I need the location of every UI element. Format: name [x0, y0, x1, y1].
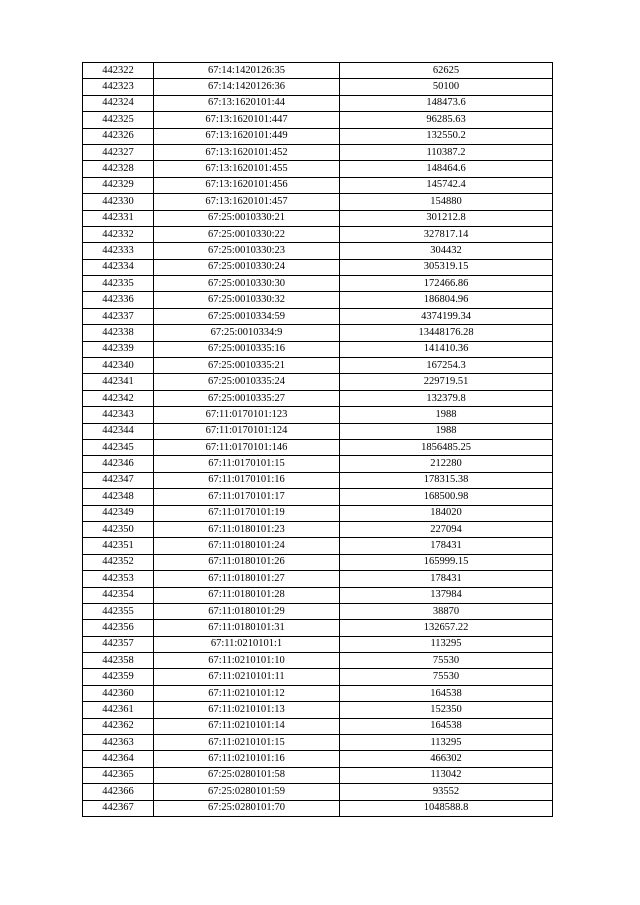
row-number-cell: 442332 — [83, 226, 154, 242]
value-cell: 113295 — [340, 636, 553, 652]
row-number-cell: 442324 — [83, 95, 154, 111]
value-cell: 212280 — [340, 456, 553, 472]
table-row — [83, 194, 553, 210]
table-row — [83, 243, 553, 259]
row-number-cell: 442354 — [83, 587, 154, 603]
value-cell: 113042 — [340, 767, 553, 783]
value-cell: 305319.15 — [340, 259, 553, 275]
cadastral-number-cell: 67:25:0280101:70 — [154, 800, 340, 816]
row-number-cell: 442325 — [83, 112, 154, 128]
row-number-cell: 442341 — [83, 374, 154, 390]
cadastral-number-cell: 67:25:0010335:16 — [154, 341, 340, 357]
row-number-cell: 442353 — [83, 571, 154, 587]
value-cell: 184020 — [340, 505, 553, 521]
value-cell: 1988 — [340, 423, 553, 439]
table-row — [83, 292, 553, 308]
row-number-cell: 442344 — [83, 423, 154, 439]
table-row — [83, 144, 553, 160]
table-row — [83, 439, 553, 455]
table-row — [83, 374, 553, 390]
value-cell: 141410.36 — [340, 341, 553, 357]
table-row — [83, 325, 553, 341]
table-row — [83, 653, 553, 669]
row-number-cell: 442330 — [83, 194, 154, 210]
row-number-cell: 442352 — [83, 554, 154, 570]
cadastral-number-cell: 67:11:0180101:24 — [154, 538, 340, 554]
row-number-cell: 442327 — [83, 144, 154, 160]
value-cell: 132657.22 — [340, 620, 553, 636]
table-row — [83, 390, 553, 406]
row-number-cell: 442349 — [83, 505, 154, 521]
cadastral-number-cell: 67:11:0170101:16 — [154, 472, 340, 488]
row-number-cell: 442365 — [83, 767, 154, 783]
row-number-cell: 442335 — [83, 276, 154, 292]
value-cell: 132550.2 — [340, 128, 553, 144]
cadastral-number-cell: 67:25:0280101:59 — [154, 784, 340, 800]
value-cell: 164538 — [340, 685, 553, 701]
table-row — [83, 472, 553, 488]
table-row — [83, 521, 553, 537]
table-row — [83, 718, 553, 734]
table-row — [83, 735, 553, 751]
value-cell: 178431 — [340, 571, 553, 587]
table-row — [83, 685, 553, 701]
cadastral-number-cell: 67:11:0210101:10 — [154, 653, 340, 669]
table-row — [83, 210, 553, 226]
cadastral-number-cell: 67:11:0180101:23 — [154, 521, 340, 537]
cadastral-number-cell: 67:13:1620101:449 — [154, 128, 340, 144]
row-number-cell: 442346 — [83, 456, 154, 472]
cadastral-number-cell: 67:11:0180101:26 — [154, 554, 340, 570]
table-row — [83, 571, 553, 587]
table-row — [83, 63, 553, 79]
table-row — [83, 587, 553, 603]
value-cell: 50100 — [340, 79, 553, 95]
cadastral-number-cell: 67:11:0170101:146 — [154, 439, 340, 455]
row-number-cell: 442337 — [83, 308, 154, 324]
cadastral-number-cell: 67:11:0210101:12 — [154, 685, 340, 701]
value-cell: 110387.2 — [340, 144, 553, 160]
value-cell: 96285.63 — [340, 112, 553, 128]
value-cell: 172466.86 — [340, 276, 553, 292]
cadastral-number-cell: 67:11:0210101:11 — [154, 669, 340, 685]
cadastral-number-cell: 67:25:0010335:24 — [154, 374, 340, 390]
cadastral-number-cell: 67:13:1620101:452 — [154, 144, 340, 160]
value-cell: 154880 — [340, 194, 553, 210]
row-number-cell: 442328 — [83, 161, 154, 177]
row-number-cell: 442343 — [83, 407, 154, 423]
cadastral-number-cell: 67:25:0010335:21 — [154, 358, 340, 374]
cadastral-number-cell: 67:11:0170101:124 — [154, 423, 340, 439]
value-cell: 167254.3 — [340, 358, 553, 374]
value-cell: 38870 — [340, 603, 553, 619]
table-row — [83, 702, 553, 718]
table-row — [83, 128, 553, 144]
row-number-cell: 442364 — [83, 751, 154, 767]
value-cell: 165999.15 — [340, 554, 553, 570]
cadastral-number-cell: 67:11:0170101:15 — [154, 456, 340, 472]
cadastral-number-cell: 67:25:0010334:9 — [154, 325, 340, 341]
row-number-cell: 442336 — [83, 292, 154, 308]
value-cell: 113295 — [340, 735, 553, 751]
row-number-cell: 442342 — [83, 390, 154, 406]
value-cell: 93552 — [340, 784, 553, 800]
value-cell: 145742.4 — [340, 177, 553, 193]
row-number-cell: 442329 — [83, 177, 154, 193]
value-cell: 132379.8 — [340, 390, 553, 406]
value-cell: 13448176.28 — [340, 325, 553, 341]
row-number-cell: 442366 — [83, 784, 154, 800]
data-table — [82, 62, 553, 817]
table-row — [83, 554, 553, 570]
value-cell: 62625 — [340, 63, 553, 79]
table-row — [83, 800, 553, 816]
table-body — [83, 63, 553, 817]
cadastral-number-cell: 67:25:0010330:30 — [154, 276, 340, 292]
row-number-cell: 442348 — [83, 489, 154, 505]
table-row — [83, 751, 553, 767]
row-number-cell: 442334 — [83, 259, 154, 275]
table-row — [83, 669, 553, 685]
row-number-cell: 442350 — [83, 521, 154, 537]
row-number-cell: 442367 — [83, 800, 154, 816]
row-number-cell: 442360 — [83, 685, 154, 701]
row-number-cell: 442363 — [83, 735, 154, 751]
cadastral-number-cell: 67:11:0180101:28 — [154, 587, 340, 603]
cadastral-number-cell: 67:25:0010335:27 — [154, 390, 340, 406]
cadastral-number-cell: 67:11:0180101:29 — [154, 603, 340, 619]
cadastral-number-cell: 67:11:0210101:15 — [154, 735, 340, 751]
value-cell: 327817.14 — [340, 226, 553, 242]
cadastral-number-cell: 67:13:1620101:456 — [154, 177, 340, 193]
table-row — [83, 308, 553, 324]
cadastral-number-cell: 67:11:0180101:27 — [154, 571, 340, 587]
row-number-cell: 442340 — [83, 358, 154, 374]
value-cell: 466302 — [340, 751, 553, 767]
cadastral-number-cell: 67:13:1620101:455 — [154, 161, 340, 177]
row-number-cell: 442323 — [83, 79, 154, 95]
row-number-cell: 442361 — [83, 702, 154, 718]
row-number-cell: 442362 — [83, 718, 154, 734]
value-cell: 178431 — [340, 538, 553, 554]
table-row — [83, 112, 553, 128]
cadastral-number-cell: 67:13:1620101:447 — [154, 112, 340, 128]
cadastral-number-cell: 67:25:0010330:21 — [154, 210, 340, 226]
table-row — [83, 226, 553, 242]
value-cell: 152350 — [340, 702, 553, 718]
cadastral-number-cell: 67:25:0010334:59 — [154, 308, 340, 324]
table-row — [83, 603, 553, 619]
cadastral-number-cell: 67:11:0180101:31 — [154, 620, 340, 636]
value-cell: 229719.51 — [340, 374, 553, 390]
table-row — [83, 538, 553, 554]
table-row — [83, 177, 553, 193]
cadastral-number-cell: 67:13:1620101:44 — [154, 95, 340, 111]
row-number-cell: 442331 — [83, 210, 154, 226]
table-row — [83, 620, 553, 636]
cadastral-number-cell: 67:11:0210101:16 — [154, 751, 340, 767]
value-cell: 1048588.8 — [340, 800, 553, 816]
table-row — [83, 456, 553, 472]
row-number-cell: 442338 — [83, 325, 154, 341]
value-cell: 164538 — [340, 718, 553, 734]
value-cell: 178315.38 — [340, 472, 553, 488]
table-row — [83, 259, 553, 275]
cadastral-number-cell: 67:25:0010330:24 — [154, 259, 340, 275]
row-number-cell: 442358 — [83, 653, 154, 669]
table-row — [83, 505, 553, 521]
cadastral-number-cell: 67:11:0210101:13 — [154, 702, 340, 718]
value-cell: 186804.96 — [340, 292, 553, 308]
value-cell: 304432 — [340, 243, 553, 259]
table-row — [83, 95, 553, 111]
cadastral-number-cell: 67:25:0280101:58 — [154, 767, 340, 783]
row-number-cell: 442326 — [83, 128, 154, 144]
row-number-cell: 442347 — [83, 472, 154, 488]
row-number-cell: 442359 — [83, 669, 154, 685]
row-number-cell: 442355 — [83, 603, 154, 619]
value-cell: 1988 — [340, 407, 553, 423]
table-row — [83, 161, 553, 177]
table-row — [83, 636, 553, 652]
cadastral-number-cell: 67:14:1420126:36 — [154, 79, 340, 95]
value-cell: 148473.6 — [340, 95, 553, 111]
table-row — [83, 341, 553, 357]
table-row — [83, 276, 553, 292]
row-number-cell: 442357 — [83, 636, 154, 652]
table-row — [83, 407, 553, 423]
table-row — [83, 358, 553, 374]
cadastral-number-cell: 67:11:0170101:19 — [154, 505, 340, 521]
value-cell: 137984 — [340, 587, 553, 603]
value-cell: 168500.98 — [340, 489, 553, 505]
table-row — [83, 784, 553, 800]
value-cell: 4374199.34 — [340, 308, 553, 324]
cadastral-number-cell: 67:25:0010330:32 — [154, 292, 340, 308]
row-number-cell: 442322 — [83, 63, 154, 79]
cadastral-number-cell: 67:25:0010330:22 — [154, 226, 340, 242]
cadastral-number-cell: 67:11:0210101:14 — [154, 718, 340, 734]
value-cell: 301212.8 — [340, 210, 553, 226]
row-number-cell: 442345 — [83, 439, 154, 455]
row-number-cell: 442333 — [83, 243, 154, 259]
value-cell: 75530 — [340, 669, 553, 685]
value-cell: 75530 — [340, 653, 553, 669]
cadastral-number-cell: 67:11:0170101:17 — [154, 489, 340, 505]
table-row — [83, 767, 553, 783]
value-cell: 227094 — [340, 521, 553, 537]
value-cell: 1856485.25 — [340, 439, 553, 455]
table-row — [83, 79, 553, 95]
table-row — [83, 423, 553, 439]
cadastral-number-cell: 67:25:0010330:23 — [154, 243, 340, 259]
row-number-cell: 442351 — [83, 538, 154, 554]
cadastral-number-cell: 67:11:0210101:1 — [154, 636, 340, 652]
cadastral-number-cell: 67:11:0170101:123 — [154, 407, 340, 423]
table-row — [83, 489, 553, 505]
value-cell: 148464.6 — [340, 161, 553, 177]
row-number-cell: 442356 — [83, 620, 154, 636]
row-number-cell: 442339 — [83, 341, 154, 357]
cadastral-number-cell: 67:13:1620101:457 — [154, 194, 340, 210]
cadastral-number-cell: 67:14:1420126:35 — [154, 63, 340, 79]
